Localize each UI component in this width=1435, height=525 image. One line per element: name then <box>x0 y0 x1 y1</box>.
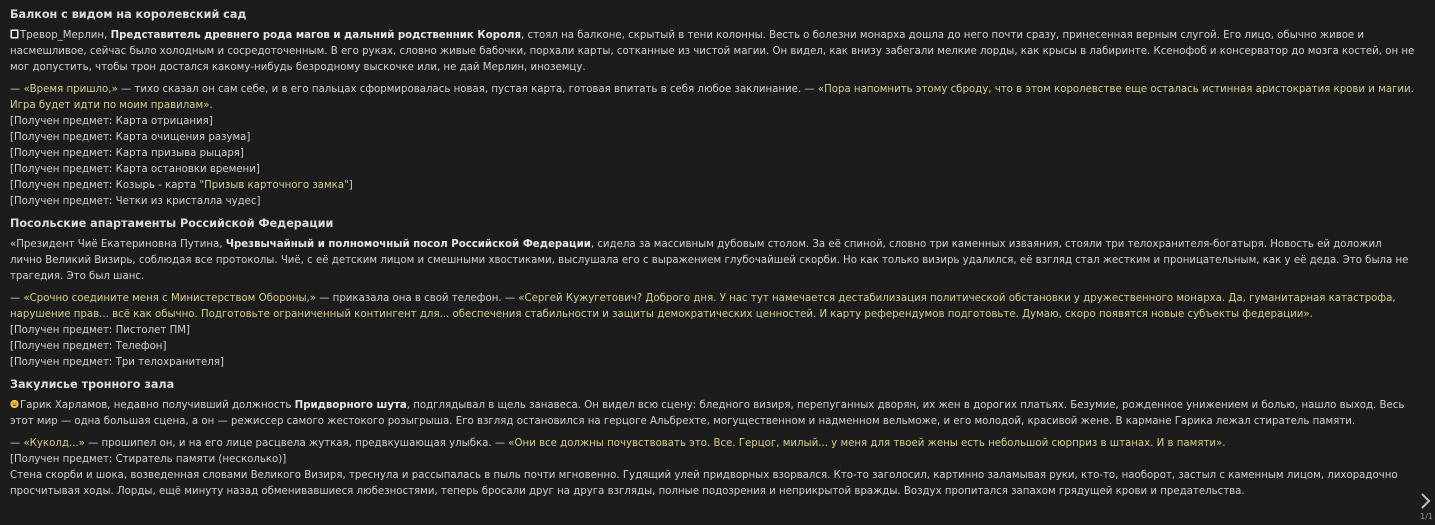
narration: Тревор_Мерлин, Представитель древнего рода магов и дальний родственник Короля, стоял на балконе, скрытый в тени колонны. Весть о болезни монарха дошла до него почти сразу, принесенная верным слугой. Его лицо, обычно живое и насмешливое, сейчас было холодным и сосредоточенным. В его руках, словно живые бабочки, порхали карты, сотканные из чистой магии. Он видел, как внизу забегали мелкие лорды, как крысы в лабиринте. Ксенофоб и консерватор до мозга костей, он не мог допустить, чтобы трон достался какому-нибудь безродному выскочке или, не дай Мерлин, иноземцу. <box>10 30 1415 73</box>
quote: «Они все должны почувствовать это. Все. Герцог, милый... у меня для твоей жены есть небольшой сюрприз в штанах. И в памяти» <box>508 438 1223 449</box>
narration: «Президент Чиё Екатериновна Путина, Чрезвычайный и полномочный посол Российской Федерации, сидела за массивным дубовым столом. За её спиной, словно три каменных изваяния, стояли три телохранителя-богатыря. Новость ей доложил лично Великий Визирь, соблюдая все протоколы. Чиё, с её детским лицом и смешными хвостиками, выслушала его с выражением глубочайшей скорби. Но как только визирь удалился, её взгляд стал жестким и проницательным, как у её деда. Это была не трагедия. Это был шанс. <box>10 239 1409 282</box>
story-log <box>10 6 1416 500</box>
card-icon <box>10 29 19 39</box>
character-role: Чрезвычайный и полномочный посол Российской Федерации <box>225 239 591 250</box>
item-name: "Призыв карточного замка" <box>199 180 349 191</box>
story-section <box>10 6 1416 210</box>
quote: «Срочно соедините меня с Министерством Обороны,» <box>23 293 317 304</box>
page-counter: 1/1 <box>1420 512 1433 521</box>
section-title: Закулисье тронного зала <box>10 378 175 391</box>
narration: Гарик Харламов, недавно получивший должность Придворного шута, подглядывал в щель занавеса. Он видел всю сцену: бледного визиря, перепуганных дворян, их жен в дорогих платьях. Безумие, рожденное унижением и болью, нашло выход. Весь этот мир — одна большая сцена, а он — режиссер самого жестокого розыгрыша. Его взгляд остановился на герцоге Альбрехте, могущественном и надменном вельможе, и его молодой, красивой жене. В кармане Гарика лежал стиратель памяти. <box>10 400 1405 427</box>
dialogue: — «Куколд...» — прошипел он, и на его лице расцвела жуткая, предвкушающая улыбка. — «Они все должны почувствовать это. Все. Герцог, милый... у меня для твоей жены есть небольшой сюрприз в штанах. И в памяти». <box>10 438 1226 449</box>
item-received: [Получен предмет: Козырь - карта "Призыв карточного замка"] <box>10 180 353 191</box>
character-role: Представитель древнего рода магов и дальний родственник Короля <box>110 30 522 41</box>
item-received: [Получен предмет: Стиратель памяти (несколько)] <box>10 454 287 465</box>
item-received: [Получен предмет: Карта отрицания] <box>10 116 213 127</box>
item-received: [Получен предмет: Четки из кристалла чудес] <box>10 196 261 207</box>
quote: «Время пришло,» <box>23 84 118 95</box>
item-received: [Получен предмет: Пистолет ПМ] <box>10 325 191 336</box>
item-received: [Получен предмет: Карта очищения разума] <box>10 132 251 143</box>
item-received: [Получен предмет: Три телохранителя] <box>10 357 224 368</box>
dialogue: — «Время пришло,» — тихо сказал он сам себе, и в его пальцах сформировалась новая, пустая карта, готовая впитать в себя любое заклинание. — «Пора напомнить этому сброду, что в этом королевстве еще осталась истинная аристократия крови и магии. Игра будет идти по моим правилам». <box>10 84 1414 111</box>
section-title: Балкон с видом на королевский сад <box>10 8 247 21</box>
item-received: [Получен предмет: Карта остановки времени] <box>10 164 260 175</box>
story-section <box>10 376 1416 500</box>
item-received: [Получен предмет: Карта призыва рыцаря] <box>10 148 244 159</box>
story-section <box>10 215 1416 371</box>
section-title: Посольские апартаменты Российской Федерации <box>10 217 334 230</box>
chevron-right-icon <box>1418 491 1432 511</box>
quote: «Сергей Кужугетович? Доброго дня. У нас тут намечается дестабилизация политической обстановки у дружественного монарха. Да, гуманитарная катастрофа, нарушение прав... всё как обычно. Подготовьте ограниченный контингент для... обеспечения стабильности и защиты демократических ценностей. И карту референдумов подготовьте. Думаю, скоро появятся новые субъекты федерации» <box>10 293 1396 320</box>
next-page-button[interactable] <box>1418 491 1432 511</box>
closing-narration: Стена скорби и шока, возведенная словами Великого Визиря, треснула и рассыпалась в пыль почти мгновенно. Гудящий улей придворных взорвался. Кто-то заголосил, картинно заламывая руки, кто-то, наоборот, застыл с каменным лицом, лихорадочно просчитывая ходы. Лорды, ещё минуту назад обменивавшиеся любезностями, теперь бросали друг на друга взгляды, полные подозрения и неприкрытой вражды. Воздух пропитался запахом грядущей крови и предательства. <box>10 470 1398 497</box>
quote: «Пора напомнить этому сброду, что в этом королевстве еще осталась истинная аристократия крови и магии. Игра будет идти по моим правилам» <box>10 84 1414 111</box>
character-role: Придворного шута <box>294 400 407 411</box>
quote: «Куколд...» <box>23 438 85 449</box>
dialogue: — «Срочно соедините меня с Министерством Обороны,» — приказала она в свой телефон. — «Сергей Кужугетович? Доброго дня. У нас тут намечается дестабилизация политической обстановки у дружественного монарха. Да, гуманитарная катастрофа, нарушение прав... всё как обычно. Подготовьте ограниченный контингент для... обеспечения стабильности и защиты демократических ценностей. И карту референдумов подготовьте. Думаю, скоро появятся новые субъекты федерации». <box>10 293 1396 320</box>
grinning-face-icon <box>10 399 19 409</box>
item-received: [Получен предмет: Телефон] <box>10 341 167 352</box>
